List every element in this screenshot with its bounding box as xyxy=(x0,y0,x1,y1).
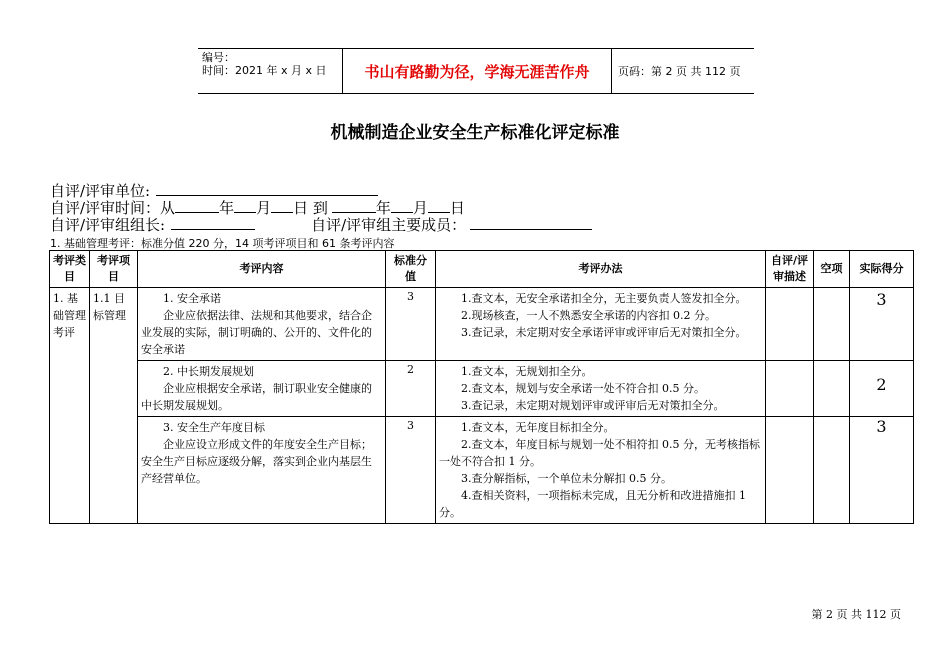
from-year-blank[interactable] xyxy=(175,198,219,213)
desc-cell[interactable] xyxy=(766,288,814,361)
method-line: 1.查文本，无年度目标扣全分。 xyxy=(461,421,615,434)
header-actual: 实际得分 xyxy=(850,251,914,288)
day-unit: 日 xyxy=(449,199,465,217)
method-cell xyxy=(436,417,766,524)
category-cell: 1. 基础管理考评 xyxy=(50,288,90,524)
from-day-blank[interactable] xyxy=(271,198,293,213)
method-line: 2.查文本，规划与安全承诺一处不符合扣 0.5 分。 xyxy=(461,382,705,395)
unit-label: 自评/评审单位: xyxy=(50,182,151,200)
header-standard: 标准分值 xyxy=(386,251,436,288)
content-body: 企业应设立形成文件的年度安全生产目标；安全生产目标应逐级分解，落实到企业内基层生产经营单位。 xyxy=(141,438,372,485)
doc-time-label: 时间：2021 年 x 月 x 日 xyxy=(202,64,327,77)
month-unit: 月 xyxy=(256,199,272,217)
table-header-row xyxy=(50,251,914,288)
header-desc: 自评/评审描述 xyxy=(766,251,814,288)
content-title: 3. 安全生产年度目标 xyxy=(163,421,265,434)
actual-score-cell[interactable]: 3 xyxy=(850,417,914,524)
method-cell xyxy=(436,361,766,417)
header-info xyxy=(198,49,343,93)
content-cell xyxy=(138,361,386,417)
page-footer: 第 2 页 共 112 页 xyxy=(811,608,901,621)
header-item: 考评项目 xyxy=(90,251,138,288)
meta-leader-line xyxy=(50,215,592,234)
standard-cell: 3 xyxy=(386,417,436,524)
method-line: 3.查记录，未定期对安全承诺评审或评审后无对策扣全分。 xyxy=(461,326,747,339)
table-row xyxy=(50,288,914,361)
method-line: 1.查文本，无规划扣全分。 xyxy=(461,365,593,378)
blank-cell[interactable] xyxy=(814,417,850,524)
content-cell xyxy=(138,288,386,361)
header-page-label: 页码：第 2 页 共 112 页 xyxy=(618,65,741,78)
table-row xyxy=(50,361,914,417)
method-line: 2.现场核查，一人不熟悉安全承诺的内容扣 0.2 分。 xyxy=(461,309,716,322)
method-line: 3.查记录，未定期对规划评审或评审后无对策扣全分。 xyxy=(461,399,725,412)
item-cell: 1.1 目标管理 xyxy=(90,288,138,524)
method-line: 2.查文本，年度目标与规划一处不相符扣 0.5 分，无考核指标一处不符合扣 1 分。 xyxy=(439,438,760,468)
standard-cell: 2 xyxy=(386,361,436,417)
header-content: 考评内容 xyxy=(138,251,386,288)
method-line: 3.查分解指标，一个单位未分解扣 0.5 分。 xyxy=(461,472,672,485)
desc-cell[interactable] xyxy=(766,417,814,524)
blank-cell[interactable] xyxy=(814,361,850,417)
leader-blank[interactable] xyxy=(171,215,255,230)
time-label: 自评/评审时间：从 xyxy=(50,199,176,217)
actual-score-cell[interactable]: 3 xyxy=(850,288,914,361)
to-month-blank[interactable] xyxy=(391,198,413,213)
evaluation-table xyxy=(49,250,914,524)
method-line: 4.查相关资料，一项指标未完成，且无分析和改进措施扣 1 分。 xyxy=(439,489,746,519)
to-day-blank[interactable] xyxy=(428,198,450,213)
content-title: 2. 中长期发展规划 xyxy=(163,365,254,378)
doc-number-label: 编号： xyxy=(202,51,235,64)
content-title: 1. 安全承诺 xyxy=(163,292,221,305)
month-unit-2: 月 xyxy=(412,199,428,217)
day-to-unit: 日 到 xyxy=(293,199,328,217)
standard-cell: 3 xyxy=(386,288,436,361)
header-method: 考评办法 xyxy=(436,251,766,288)
members-label: 自评/评审组主要成员： xyxy=(311,216,467,234)
desc-cell[interactable] xyxy=(766,361,814,417)
header-category: 考评类目 xyxy=(50,251,90,288)
method-line: 1.查文本，无安全承诺扣全分，无主要负责人签发扣全分。 xyxy=(461,292,747,305)
actual-score-cell[interactable]: 2 xyxy=(850,361,914,417)
table-row xyxy=(50,417,914,524)
header-motto: 书山有路勤为径，学海无涯苦作舟 xyxy=(343,49,612,93)
page-header xyxy=(198,48,754,94)
year-unit-2: 年 xyxy=(375,199,391,217)
content-body: 企业应根据安全承诺，制订职业安全健康的中长期发展规划。 xyxy=(141,382,372,412)
leader-label: 自评/评审组组长: xyxy=(50,216,166,234)
method-cell xyxy=(436,288,766,361)
unit-blank[interactable] xyxy=(156,181,378,196)
members-blank[interactable] xyxy=(470,215,592,230)
blank-cell[interactable] xyxy=(814,288,850,361)
document-title: 机械制造企业安全生产标准化评定标准 xyxy=(330,123,620,143)
from-month-blank[interactable] xyxy=(234,198,256,213)
content-cell xyxy=(138,417,386,524)
year-unit: 年 xyxy=(219,199,235,217)
content-body: 企业应依据法律、法规和其他要求，结合企业发展的实际，制订明确的、公开的、文件化的安全承诺 xyxy=(141,309,372,356)
section-note: 1. 基础管理考评：标准分值 220 分，14 项考评项目和 61 条考评内容 xyxy=(50,237,395,250)
header-blank: 空项 xyxy=(814,251,850,288)
to-year-blank[interactable] xyxy=(332,198,376,213)
